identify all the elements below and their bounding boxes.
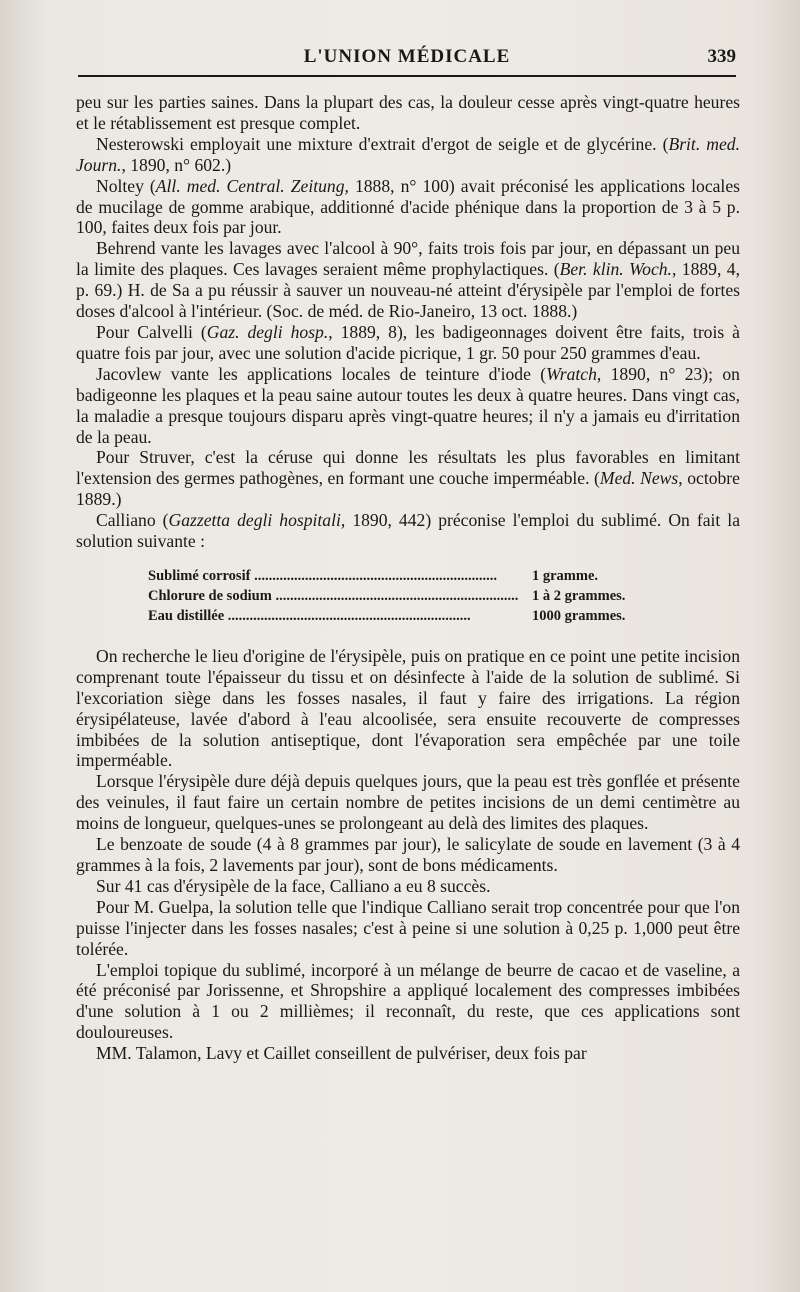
paragraph: [76, 176, 740, 239]
formula-row: [148, 566, 740, 586]
text-run: Jacovlew vante les applications locales de teinture d'iode (: [96, 363, 547, 384]
paragraph: [76, 510, 740, 552]
paragraph: [76, 876, 740, 897]
page-number: 339: [707, 46, 736, 67]
text-run: Calliano (: [96, 510, 169, 531]
paragraph: [76, 1043, 740, 1064]
text-run: Noltey (: [96, 175, 156, 196]
text-run: , octobre 1889.): [76, 468, 740, 510]
paragraph: [76, 364, 740, 448]
body-text: [76, 92, 740, 1064]
ingredient-name: Chlorure de sodium .....: [148, 586, 522, 606]
text-run: Pour M. Guelpa, la solution telle que l'indique Calliano serait trop concentrée pour que l'on puisse l'injecter dans les fosses nasales; c'est à peine si une solution à 0,25 p. 1,000 peut être tolérée.: [76, 896, 740, 959]
ingredient-name: Eau distillée .....: [148, 606, 522, 626]
text-run: Sur 41 cas d'érysipèle de la face, Calliano a eu 8 succès.: [96, 875, 491, 896]
ingredient-quantity: 1000 grammes.: [532, 607, 626, 624]
paragraph: [76, 646, 740, 771]
text-run: , 1890, n° 602.): [121, 154, 232, 175]
paragraphs-before: [76, 92, 740, 552]
formula-row: [148, 586, 740, 606]
paragraphs-after: [76, 646, 740, 1064]
text-run: Nesterowski employait une mixture d'extrait d'ergot de seigle et de glycérine. (: [96, 133, 669, 154]
paragraph: [76, 447, 740, 510]
paragraph: [76, 322, 740, 364]
ingredient-quantity: 1 à 2 grammes.: [532, 587, 626, 604]
ingredient-quantity: 1 gramme.: [532, 567, 599, 584]
citation-italic: Ber. klin. Woch.: [559, 259, 672, 280]
citation-italic: Wratch: [546, 363, 597, 384]
ingredient-name: Sublimé corrosif .....: [148, 566, 522, 586]
text-run: Lorsque l'érysipèle dure déjà depuis quelques jours, que la peau est très gonflée et présente des veinules, il faut faire un certain nombre de petites incisions de un demi centimètre au moins de longueur, quelques-unes se prolongeant au delà des limites des plaques.: [76, 771, 740, 834]
paragraph: [76, 134, 740, 176]
paragraph: [76, 960, 740, 1044]
formula-table: [76, 566, 740, 626]
text-run: Pour Struver, c'est la céruse qui donne les résultats les plus favorables en limitant l'extension des germes pathogènes, en formant une couche imperméable. (: [76, 447, 740, 489]
paragraph: [76, 238, 740, 322]
text-run: L'emploi topique du sublimé, incorporé à un mélange de beurre de cacao et de vaseline, a été préconisé par Jorissenne, et Shropshire a appliqué localement des compresses imbibées d'une solution à 1 ou 2 millièmes; il reconnaît, du reste, que ces applications sont douloureuses.: [76, 959, 740, 1043]
text-run: , 1890, n° 23); on badigeonne les plaques et la peau saine autour toutes les deux à quatre heures. Dans vingt cas, la maladie a presque toujours disparu après vingt-quatre heures; il n'y a jamais eu d'irritation de la peau.: [76, 363, 740, 447]
text-run: , 1889, 4, p. 69.) H. de Sa a pu réussir à sauver un nouveau-né atteint d'érysipèle par l'emploi de fortes doses d'alcool à l'intérieur. (Soc. de méd. de Rio-Janeiro, 13 oct. 1888.): [76, 259, 740, 322]
header-rule: [78, 75, 736, 77]
paragraph: [76, 897, 740, 960]
text-run: 1890, 442) préconise l'emploi du sublimé. On fait la solution suivante :: [76, 510, 740, 552]
formula-row: [148, 606, 740, 626]
citation-italic: Gaz. degli hosp.: [206, 321, 329, 342]
text-run: Behrend vante les lavages avec l'alcool à 90°, faits trois fois par jour, en dépassant un peu la limite des plaques. Ces lavages seraient même prophylactiques. (: [76, 238, 740, 280]
paragraph: [76, 92, 740, 134]
text-run: Pour Calvelli (: [96, 321, 207, 342]
journal-title: L'UNION MÉDICALE: [303, 46, 511, 67]
citation-italic: Gazzetta degli hospitali,: [168, 510, 346, 531]
citation-italic: Brit. med. Journ.: [76, 133, 740, 175]
text-run: MM. Talamon, Lavy et Caillet conseillent de pulvériser, deux fois par: [96, 1043, 587, 1064]
running-header: [78, 42, 736, 72]
paragraph: [76, 834, 740, 876]
text-run: 1888, n° 100) avait préconisé les applications locales de mucilage de gomme arabique, additionné d'acide phénique dans la proportion de 3 à 5 p. 100, faites deux fois par jour.: [76, 175, 740, 238]
text-run: Le benzoate de soude (4 à 8 grammes par jour), le salicylate de soude en lavement (3 à 4 grammes à la fois, 2 lavements par jour), sont de bons médicaments.: [76, 834, 740, 875]
citation-italic: All. med. Central. Zeitung,: [155, 175, 349, 196]
text-run: peu sur les parties saines. Dans la plupart des cas, la douleur cesse après vingt-quatre heures et le rétablissement est presque complet.: [76, 92, 740, 133]
text-run: , 1889, 8), les badigeonnages doivent être faits, trois à quatre fois par jour, avec une solution d'acide picrique, 1 gr. 50 pour 250 grammes d'eau.: [76, 321, 740, 363]
paragraph: [76, 771, 740, 834]
citation-italic: Med. News: [599, 468, 679, 489]
text-run: On recherche le lieu d'origine de l'érysipèle, puis on pratique en ce point une petite incision comprenant toute l'épaisseur du tissu et on désinfecte à l'aide de la solution de sublimé. Si l'excoriation siège dans les fosses nasales, il faut y faire des irrigations. La région érysipélateuse, lavée d'abord à l'eau alcoolisée, sera ensuite recouverte de compresses imbibées de la solution antiseptique, dont l'évaporation sera empêchée par une toile imperméable.: [76, 645, 740, 771]
